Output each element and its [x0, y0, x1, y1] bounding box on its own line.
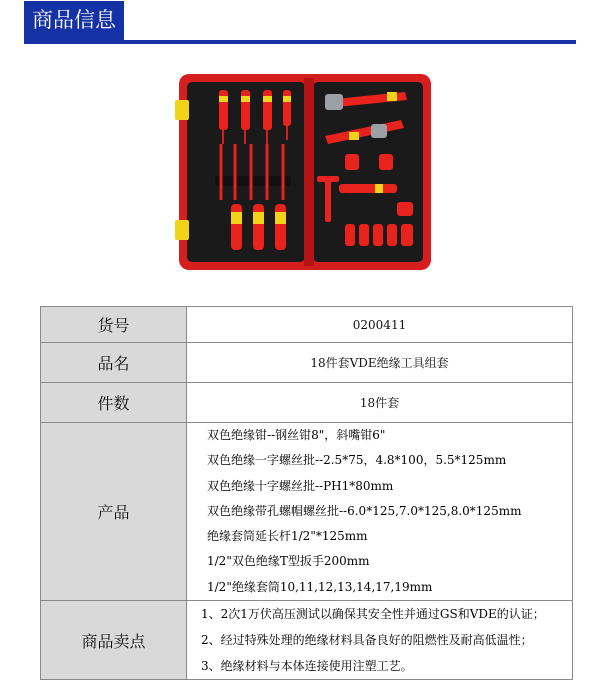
spec-value-products: [187, 423, 573, 601]
section-title: 商品信息: [24, 1, 124, 40]
product-line: 双色绝缘钳--钢丝钳8"，斜嘴钳6": [207, 428, 386, 442]
case-hinge: [304, 78, 314, 266]
tool-holder-strip: [215, 176, 291, 186]
extension-bar: [397, 202, 413, 216]
extension-bar-band: [375, 184, 383, 193]
spec-table: [40, 306, 573, 680]
spec-label-products: 产品: [41, 423, 187, 601]
section-banner: [0, 0, 600, 44]
product-line: 1/2"双色绝缘T型扳手200mm: [207, 554, 370, 569]
feature-line: 2、经过特殊处理的绝缘材料具备良好的阻燃性及耐高低温性；: [201, 633, 533, 648]
product-photo: [175, 72, 435, 272]
spec-value-name: 18件套VDE绝缘工具组套: [187, 343, 573, 383]
spec-row-code: [41, 307, 573, 343]
spec-value-features: [187, 601, 573, 680]
product-line: 绝缘套筒延长杆1/2"*125mm: [207, 529, 368, 544]
spec-label-count: 件数: [41, 383, 187, 423]
spec-row-count: [41, 383, 573, 423]
latch-bottom: [175, 220, 189, 240]
spec-row-name: [41, 343, 573, 383]
feature-line: 1、2次1万伏高压测试以确保其安全性并通过GS和VDE的认证；: [201, 607, 545, 622]
spec-label-code: 货号: [41, 307, 187, 343]
latch-top: [175, 100, 189, 120]
spec-row-features: [41, 601, 573, 680]
banner-underline: [24, 40, 576, 44]
spec-value-count: 18件套: [187, 383, 573, 423]
spec-row-products: [41, 423, 573, 601]
product-line: 双色绝缘一字螺丝批--2.5*75，4.8*100，5.5*125mm: [207, 453, 507, 468]
spec-value-code: 0200411: [187, 307, 573, 343]
spec-label-features: 商品卖点: [41, 601, 187, 680]
product-line: 1/2"绝缘套筒10,11,12,13,14,17,19mm: [207, 579, 433, 594]
product-line: 双色绝缘十字螺丝批--PH1*80mm: [207, 478, 394, 493]
screwdrivers-bottom: [231, 204, 286, 250]
feature-line: 3、绝缘材料与本体连接使用注塑工艺。: [201, 659, 413, 674]
screwdrivers-bottom-bands: [231, 212, 286, 224]
product-line: 双色绝缘带孔螺帽螺丝批--6.0*125,7.0*125,8.0*125mm: [207, 503, 522, 518]
spec-label-name: 品名: [41, 343, 187, 383]
